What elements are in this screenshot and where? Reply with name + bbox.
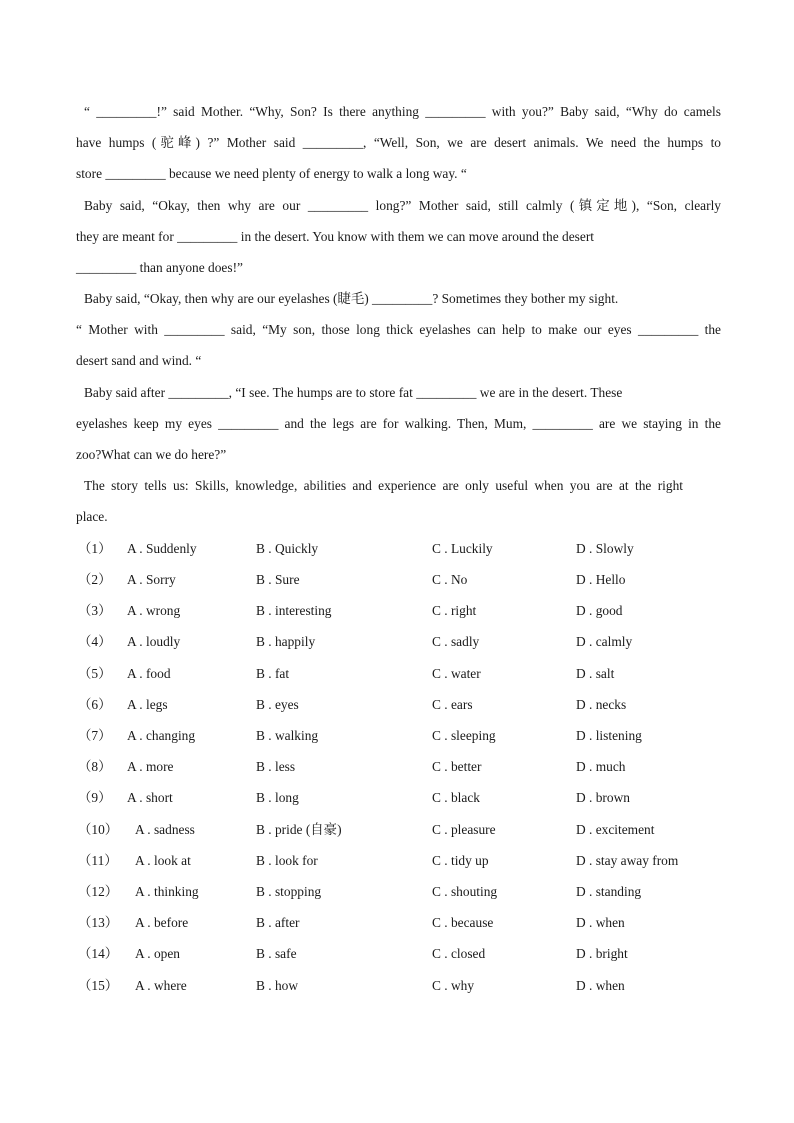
question-number: （13） bbox=[78, 915, 119, 930]
option-b: B . fat bbox=[256, 666, 290, 681]
option-a: A . where bbox=[135, 978, 187, 993]
question-number: （9） bbox=[78, 790, 112, 805]
option-b: B . after bbox=[256, 915, 300, 930]
option-a: A . sadness bbox=[135, 822, 195, 837]
passage-line: Baby said, “Okay, then why are our eyelashes (睫毛) _________? Sometimes they bother my sight. bbox=[84, 291, 619, 306]
question-row bbox=[0, 757, 794, 777]
question-row bbox=[0, 913, 794, 933]
option-d: D . salt bbox=[576, 666, 615, 681]
option-d: D . necks bbox=[576, 697, 627, 712]
question-number: （12） bbox=[78, 884, 119, 899]
option-b: B . eyes bbox=[256, 697, 299, 712]
option-c: C . sleeping bbox=[432, 728, 496, 743]
passage-line: “ Mother with _________ said, “My son, those long thick eyelashes can help to make our eyes _________ the bbox=[76, 322, 721, 337]
option-a: A . more bbox=[127, 759, 174, 774]
question-row bbox=[0, 632, 794, 652]
question-row bbox=[0, 664, 794, 684]
option-b: B . walking bbox=[256, 728, 319, 743]
option-a: A . wrong bbox=[127, 603, 181, 618]
passage-line: place. bbox=[76, 509, 108, 524]
option-b: B . long bbox=[256, 790, 299, 805]
option-b: B . look for bbox=[256, 853, 318, 868]
option-a: A . thinking bbox=[135, 884, 199, 899]
option-b: B . stopping bbox=[256, 884, 322, 899]
option-d: D . bright bbox=[576, 946, 628, 961]
option-a: A . loudly bbox=[127, 634, 181, 649]
question-number: （5） bbox=[78, 666, 112, 681]
passage-line: zoo?What can we do here?” bbox=[76, 447, 227, 462]
question-number: （8） bbox=[78, 759, 112, 774]
option-d: D . excitement bbox=[576, 822, 655, 837]
option-c: C . pleasure bbox=[432, 822, 496, 837]
option-d: D . much bbox=[576, 759, 626, 774]
passage-line: Baby said after _________, “I see. The humps are to store fat _________ we are in the desert. These bbox=[84, 385, 623, 400]
option-b: B . less bbox=[256, 759, 296, 774]
option-a: A . open bbox=[135, 946, 181, 961]
option-c: C . black bbox=[432, 790, 480, 805]
option-c: C . better bbox=[432, 759, 482, 774]
option-d: D . listening bbox=[576, 728, 642, 743]
question-number: （7） bbox=[78, 728, 112, 743]
option-b: B . interesting bbox=[256, 603, 332, 618]
question-row bbox=[0, 882, 794, 902]
question-row bbox=[0, 820, 794, 840]
option-d: D . when bbox=[576, 978, 625, 993]
question-number: （10） bbox=[78, 822, 119, 837]
option-c: C . right bbox=[432, 603, 477, 618]
passage-line: The story tells us: Skills, knowledge, abilities and experience are only useful when you are at the right bbox=[84, 478, 683, 493]
option-d: D . good bbox=[576, 603, 623, 618]
question-number: （6） bbox=[78, 697, 112, 712]
question-row bbox=[0, 851, 794, 871]
passage-line: store _________ because we need plenty of energy to walk a long way. “ bbox=[76, 166, 467, 181]
passage-line: “ _________!” said Mother. “Why, Son? Is there anything _________ with you?” Baby said, “Why do camels bbox=[84, 104, 721, 119]
passage-line: they are meant for _________ in the desert. You know with them we can move around the desert bbox=[76, 229, 595, 244]
option-d: D . standing bbox=[576, 884, 642, 899]
passage-line: Baby said, “Okay, then why are our _________ long?” Mother said, still calmly (镇定地), “Son, clearly bbox=[84, 198, 721, 213]
question-number: （2） bbox=[78, 572, 112, 587]
option-b: B . safe bbox=[256, 946, 297, 961]
question-number: （4） bbox=[78, 634, 112, 649]
option-a: A . food bbox=[127, 666, 171, 681]
option-c: C . tidy up bbox=[432, 853, 489, 868]
option-b: B . pride (自豪) bbox=[256, 822, 342, 837]
option-c: C . sadly bbox=[432, 634, 480, 649]
option-a: A . legs bbox=[127, 697, 168, 712]
option-a: A . changing bbox=[127, 728, 196, 743]
option-c: C . Luckily bbox=[432, 541, 493, 556]
question-row bbox=[0, 976, 794, 996]
question-row bbox=[0, 695, 794, 715]
option-d: D . calmly bbox=[576, 634, 633, 649]
question-number: （1） bbox=[78, 541, 112, 556]
question-number: （14） bbox=[78, 946, 119, 961]
option-c: C . water bbox=[432, 666, 481, 681]
option-c: C . why bbox=[432, 978, 475, 993]
option-b: B . happily bbox=[256, 634, 316, 649]
option-a: A . look at bbox=[135, 853, 191, 868]
option-c: C . ears bbox=[432, 697, 473, 712]
option-a: A . short bbox=[127, 790, 173, 805]
option-d: D . when bbox=[576, 915, 625, 930]
question-row bbox=[0, 539, 794, 559]
passage-line: have humps (驼峰) ?” Mother said _________, “Well, Son, we are desert animals. We need the humps to bbox=[76, 135, 721, 150]
option-a: A . before bbox=[135, 915, 189, 930]
question-row bbox=[0, 601, 794, 621]
option-b: B . Sure bbox=[256, 572, 300, 587]
question-row bbox=[0, 570, 794, 590]
question-row bbox=[0, 726, 794, 746]
question-number: （3） bbox=[78, 603, 112, 618]
question-number: （15） bbox=[78, 978, 119, 993]
option-d: D . Hello bbox=[576, 572, 626, 587]
option-c: C . shouting bbox=[432, 884, 498, 899]
option-b: B . Quickly bbox=[256, 541, 319, 556]
option-a: A . Suddenly bbox=[127, 541, 197, 556]
question-row bbox=[0, 944, 794, 964]
option-b: B . how bbox=[256, 978, 299, 993]
option-d: D . stay away from bbox=[576, 853, 679, 868]
option-d: D . Slowly bbox=[576, 541, 634, 556]
question-number: （11） bbox=[78, 853, 118, 868]
passage-line: eyelashes keep my eyes _________ and the legs are for walking. Then, Mum, _________ are we staying in the bbox=[76, 416, 721, 431]
option-c: C . No bbox=[432, 572, 468, 587]
question-row bbox=[0, 788, 794, 808]
option-d: D . brown bbox=[576, 790, 630, 805]
passage-line: desert sand and wind. “ bbox=[76, 353, 202, 368]
passage-line: _________ than anyone does!” bbox=[76, 260, 243, 275]
option-c: C . because bbox=[432, 915, 494, 930]
option-a: A . Sorry bbox=[127, 572, 176, 587]
option-c: C . closed bbox=[432, 946, 486, 961]
